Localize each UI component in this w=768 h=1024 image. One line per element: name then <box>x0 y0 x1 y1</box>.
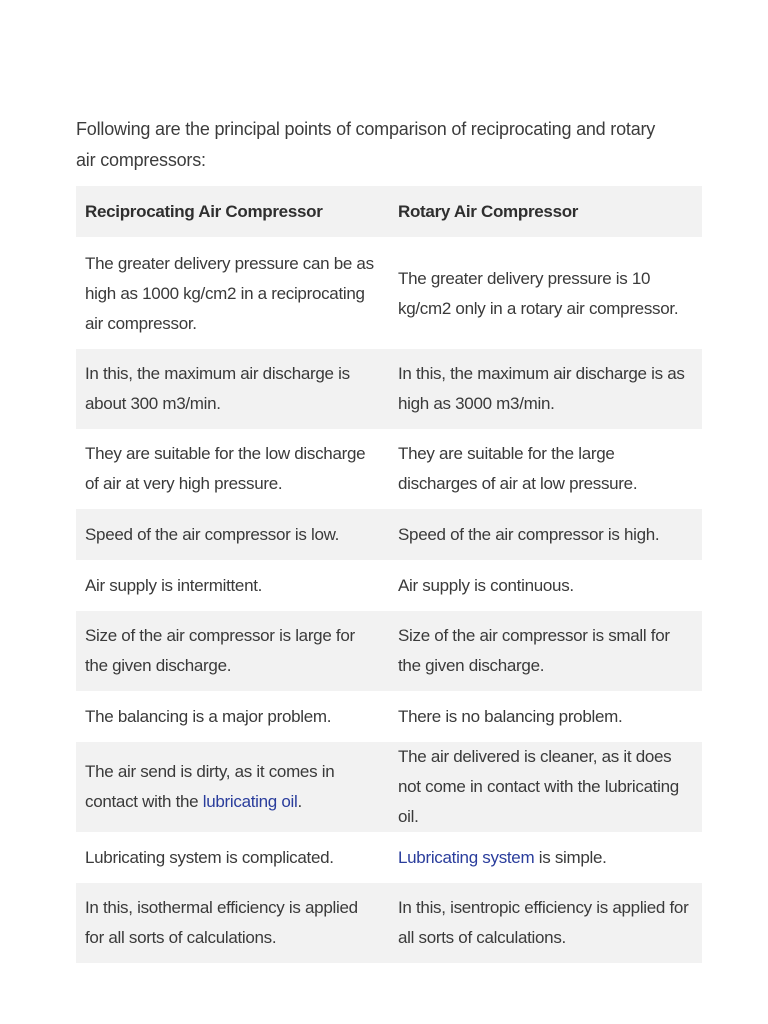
cell-text: is simple. <box>534 847 607 867</box>
table-row <box>76 509 702 560</box>
table-row <box>76 429 702 509</box>
cell-reciprocating: Speed of the air compressor is low. <box>76 509 389 560</box>
cell-rotary: There is no balancing problem. <box>389 691 702 742</box>
cell-rotary: The air delivered is cleaner, as it does not come in contact with the lubricating oil. <box>389 742 702 832</box>
lubricating-system-link[interactable]: Lubricating system <box>398 847 535 867</box>
cell-rotary: They are suitable for the large discharges of air at low pressure. <box>389 429 702 509</box>
table-row <box>76 742 702 832</box>
header-rotary: Rotary Air Compressor <box>389 186 702 238</box>
cell-reciprocating <box>76 742 389 832</box>
comparison-table <box>76 186 702 963</box>
table-row <box>76 349 702 429</box>
table-row <box>76 611 702 691</box>
lubricating-oil-link[interactable]: lubricating oil <box>202 792 298 811</box>
cell-reciprocating: Air supply is intermittent. <box>76 560 389 611</box>
cell-rotary: In this, isentropic efficiency is applied for all sorts of calculations. <box>389 883 702 963</box>
cell-reciprocating: In this, the maximum air discharge is about 300 m3/min. <box>76 349 389 429</box>
cell-reciprocating: In this, isothermal efficiency is applied for all sorts of calculations. <box>76 883 389 963</box>
cell-rotary: In this, the maximum air discharge is as high as 3000 m3/min. <box>389 349 702 429</box>
header-reciprocating: Reciprocating Air Compressor <box>76 186 389 238</box>
cell-text: . <box>297 792 302 811</box>
cell-reciprocating: The balancing is a major problem. <box>76 691 389 742</box>
cell-reciprocating: Lubricating system is complicated. <box>76 832 389 883</box>
cell-reciprocating: Size of the air compressor is large for the given discharge. <box>76 611 389 691</box>
cell-reciprocating: The greater delivery pressure can be as high as 1000 kg/cm2 in a reciprocating air compressor. <box>76 238 389 349</box>
cell-rotary: Speed of the air compressor is high. <box>389 509 702 560</box>
cell-reciprocating: They are suitable for the low discharge of air at very high pressure. <box>76 429 389 509</box>
table-row <box>76 560 702 611</box>
intro-paragraph: Following are the principal points of comparison of reciprocating and rotary air compressors: <box>76 119 656 170</box>
table-row <box>76 691 702 742</box>
table-header-row <box>76 186 702 238</box>
cell-rotary: Size of the air compressor is small for the given discharge. <box>389 611 702 691</box>
cell-rotary: The greater delivery pressure is 10 kg/cm2 only in a rotary air compressor. <box>389 238 702 349</box>
cell-rotary <box>389 832 702 883</box>
cell-text: The air send is dirty, as it comes in contact with the <box>85 762 335 811</box>
table-row <box>76 238 702 349</box>
cell-rotary: Air supply is continuous. <box>389 560 702 611</box>
table-row <box>76 883 702 963</box>
table-row <box>76 832 702 883</box>
